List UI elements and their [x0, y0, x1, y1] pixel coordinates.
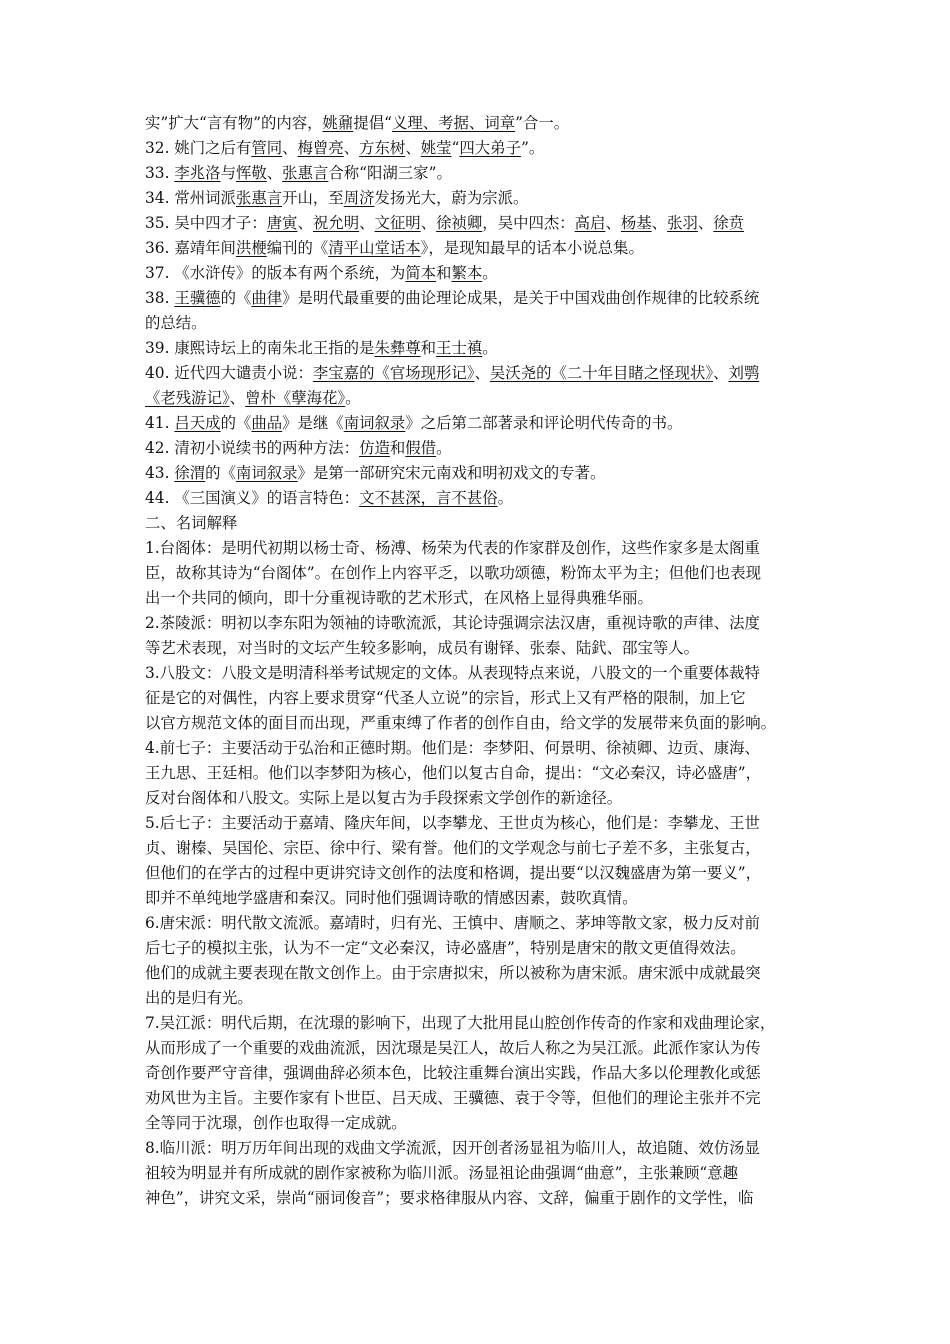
term-line: 4.前七子：主要活动于弘治和正德时期。他们是：李梦阳、何景明、徐祯卿、边贡、康海、: [145, 739, 760, 757]
underlined-answer: 张羽: [667, 214, 698, 232]
answer-line: [145, 461, 810, 486]
underlined-answer: 《老残游记》: [145, 389, 230, 407]
line-text: 37. 《水浒传》的版本有两个系统，为: [145, 264, 406, 282]
term-line: 他们的成就主要表现在散文创作上。由于宗唐拟宋，所以被称为唐宋派。唐宋派中成就最突: [145, 964, 761, 982]
line-text: 。: [482, 264, 498, 282]
term-paragraph: [145, 736, 810, 811]
term-paragraph: [145, 911, 810, 1011]
line-text: ”。: [520, 139, 545, 157]
term-line: 祖较为明显并有所成就的剧作家被称为临川派。汤显祖论曲强调“曲意”，主张兼顾“意趣: [145, 1164, 739, 1182]
term-line: 神色”，讲究文采，崇尚“丽词俊音”；要求格律服从内容、文辞，偏重于剧作的文学性，临: [145, 1189, 754, 1207]
line-text: 、: [282, 139, 298, 157]
line-text: 》是第一部研究宋元南戏和明初戏文的专著。: [297, 464, 606, 482]
line-text: 的《: [220, 414, 252, 432]
term-line: 5.后七子：主要活动于嘉靖、隆庆年间，以李攀龙、王世贞为核心，他们是：李攀龙、王世: [145, 814, 760, 832]
term-line: 但他们的在学古的过程中更讲究诗文创作的法度和格调，提出要“以汉魏盛唐为第一要义”，: [145, 864, 761, 882]
term-line: 3.八股文：八股文是明清科举考试规定的文体。从表现特点来说，八股文的一个重要体裁特: [145, 664, 760, 682]
underlined-answer: 义理、考据、词章: [391, 114, 516, 132]
term-line: 劝风世为主旨。主要作家有卜世臣、吕天成、王骥德、袁于令等，但他们的理论主张并不完: [145, 1089, 761, 1107]
underlined-answer: 吴沃尧的《二十年目睹之怪现状》: [489, 364, 714, 382]
underlined-answer: 王骥德: [174, 289, 221, 307]
line-text: 38.: [145, 289, 175, 307]
line-text: ”合一。: [515, 114, 570, 132]
answer-line: [145, 161, 810, 186]
term-line: 臣，故称其诗为“台阁体”。在创作上内容平乏，以歌功颂德，粉饰太平为主；但他们也表现: [145, 564, 761, 582]
line-text: 》是明代最重要的曲论理论成果，是关于中国戏曲创作规律的比较系统: [282, 289, 760, 307]
line-text: 、: [420, 214, 437, 232]
underlined-answer: 张惠言: [282, 164, 329, 182]
answer-line: [145, 286, 810, 311]
line-text: 编刊的《: [266, 239, 329, 257]
line-text: 、: [229, 389, 246, 407]
underlined-answer: 姚鼐: [322, 114, 354, 132]
underlined-answer: 周济: [343, 189, 375, 207]
term-line: 以官方规范文体的面目而出现，严重束缚了作者的创作自由，给文学的发展带来负面的影响。: [145, 714, 777, 732]
line-text: 32. 姚门之后有: [145, 139, 252, 157]
underlined-answer: 假借: [405, 439, 437, 457]
line-text: 发扬光大，蔚为宗派。: [374, 189, 529, 207]
term-paragraph: [145, 811, 810, 911]
line-text: 、: [405, 139, 421, 157]
underlined-answer: 吕天成: [174, 414, 221, 432]
term-paragraph: [145, 1011, 810, 1136]
underlined-answer: 简本: [405, 264, 437, 282]
line-text: 、: [266, 164, 283, 182]
underlined-answer: 李宝嘉的《官场现形记》: [312, 364, 475, 382]
answer-line: [145, 436, 810, 461]
line-text: 和: [436, 264, 452, 282]
line-text: 43.: [145, 464, 175, 482]
line-text: 。: [345, 389, 361, 407]
line-text: 、: [359, 214, 375, 232]
underlined-answer: 徐贲: [713, 214, 745, 232]
line-text: 、: [605, 214, 621, 232]
underlined-answer: 管同: [251, 139, 283, 157]
line-text: 实”扩大“言有物”的内容，: [145, 114, 323, 132]
term-paragraph: [145, 536, 810, 611]
answer-line: [145, 236, 810, 261]
line-text: 。: [436, 439, 452, 457]
underlined-answer: 方东树: [359, 139, 406, 157]
term-line: 反对台阁体和八股文。实际上是以复古为手段探索文学创作的新途径。: [145, 789, 623, 807]
line-text: 44. 《三国演义》的语言特色：: [145, 489, 360, 507]
underlined-answer: 梅曾亮: [297, 139, 344, 157]
term-definitions: [145, 536, 810, 1211]
term-line: 出一个共同的倾向，即十分重视诗歌的艺术形式，在风格上显得典雅华丽。: [145, 589, 653, 607]
line-text: 、: [343, 139, 360, 157]
answer-line: [145, 386, 810, 411]
line-text: 合称“阳湖三家”。: [328, 164, 452, 182]
term-line: 7.吴江派：明代后期，在沈璟的影响下，出现了大批用昆山腔创作传奇的作家和戏曲理论家，: [145, 1014, 776, 1032]
line-text: 的《: [220, 289, 252, 307]
line-text: 与: [220, 164, 236, 182]
term-paragraph: [145, 611, 810, 661]
term-line: 出的是归有光。: [145, 989, 253, 1007]
term-paragraph: [145, 1136, 810, 1211]
line-text: 42. 清初小说续书的两种方法：: [145, 439, 360, 457]
answer-line: [145, 336, 810, 361]
line-text: 34. 常州词派: [145, 189, 236, 207]
underlined-answer: 文不甚深，言不甚俗: [359, 489, 498, 507]
line-text: 、: [474, 364, 490, 382]
answer-line: [145, 211, 810, 236]
underlined-answer: 曲品: [251, 414, 283, 432]
underlined-answer: 恽敬: [235, 164, 267, 182]
underlined-answer: 徐渭: [174, 464, 206, 482]
section-title: 二、名词解释: [145, 514, 238, 532]
underlined-answer: 曾朴《孽海花》: [245, 389, 346, 407]
answer-line: [145, 261, 810, 286]
line-text: 、: [297, 214, 313, 232]
underlined-answer: 曲律: [251, 289, 283, 307]
line-text: 39. 康熙诗坛上的南朱北王指的是: [145, 339, 375, 357]
document-page: [145, 111, 810, 1211]
term-line: 即并不单纯地学盛唐和秦汉。同时他们强调诗歌的情感因素，鼓吹真情。: [145, 889, 638, 907]
line-text: ，吴中四杰：: [482, 214, 575, 232]
underlined-answer: 南词叙录: [235, 464, 298, 482]
line-text: 40. 近代四大谴责小说：: [145, 364, 313, 382]
underlined-answer: 王士禛: [436, 339, 483, 357]
underlined-answer: 繁本: [451, 264, 483, 282]
line-text: 》是继《: [282, 414, 344, 432]
term-line: 8.临川派：明万历年间出现的戏曲文学流派，因开创者汤显祖为临川人，故追随、效仿汤显: [145, 1139, 760, 1157]
underlined-answer: 南词叙录: [343, 414, 406, 432]
underlined-answer: 李兆洛: [174, 164, 221, 182]
line-text: 和: [420, 339, 437, 357]
line-text: 。: [497, 489, 513, 507]
line-text: 的总结。: [145, 314, 207, 332]
line-text: 36. 嘉靖年间: [145, 239, 236, 257]
term-paragraph: [145, 661, 810, 736]
term-line: 等艺术表现，对当时的文坛产生较多影响，成员有谢铎、张泰、陆釴、邵宝等人。: [145, 639, 700, 657]
line-text: 提倡“: [353, 114, 392, 132]
underlined-answer: 徐祯卿: [436, 214, 483, 232]
underlined-answer: 仿造: [359, 439, 390, 457]
term-line: 6.唐宋派：明代散文流派。嘉靖时，归有光、王慎中、唐顺之、茅坤等散文家，极力反对前: [145, 914, 760, 932]
line-text: 41.: [145, 414, 175, 432]
line-text: “: [451, 139, 460, 157]
underlined-answer: 张惠言: [235, 189, 283, 207]
term-line: 1.台阁体：是明代初期以杨士奇、杨溥、杨荣为代表的作家群及创作，这些作家多是太阁重: [145, 539, 760, 557]
answer-line: [145, 136, 810, 161]
line-text: 35. 吴中四才子：: [145, 214, 267, 232]
underlined-answer: 洪楩: [235, 239, 267, 257]
line-text: 开山，至: [282, 189, 344, 207]
line-text: 。: [482, 339, 498, 357]
answer-line: [145, 311, 810, 336]
underlined-answer: 文征明: [374, 214, 421, 232]
line-text: 、: [713, 364, 729, 382]
underlined-answer: 姚莹: [420, 139, 452, 157]
answer-line: [145, 361, 810, 386]
answer-line: [145, 111, 810, 136]
line-text: 、: [697, 214, 714, 232]
line-text: 和: [389, 439, 406, 457]
answer-line: [145, 411, 810, 436]
fill-in-blank-answers: [145, 111, 810, 511]
line-text: 》，是现知最早的话本小说总集。: [420, 239, 644, 257]
underlined-answer: 高启: [574, 214, 606, 232]
underlined-answer: 清平山堂话本: [328, 239, 421, 257]
answer-line: [145, 186, 810, 211]
term-line: 奇创作要严守音律，强调曲辞必须本色，比较注重舞台演出实践，作品大多以伦理教化或惩: [145, 1064, 761, 1082]
line-text: 的《: [205, 464, 236, 482]
line-text: 》之后第二部著录和评论明代传奇的书。: [405, 414, 683, 432]
term-line: 全等同于沈璟，创作也取得一定成就。: [145, 1114, 407, 1132]
line-text: 33.: [145, 164, 175, 182]
underlined-answer: 祝允明: [312, 214, 360, 232]
underlined-answer: 朱彝尊: [374, 339, 421, 357]
term-line: 2.茶陵派：明初以李东阳为领袖的诗歌流派，其论诗强调宗法汉唐，重视诗歌的声律、法度: [145, 614, 760, 632]
term-line: 从而形成了一个重要的戏曲流派，因沈璟是吴江人，故后人称之为吴江派。此派作家认为传: [145, 1039, 761, 1057]
term-line: 王九思、王廷相。他们以李梦阳为核心，他们以复古自命，提出：“文必秦汉，诗必盛唐”，: [145, 764, 761, 782]
line-text: 、: [651, 214, 668, 232]
underlined-answer: 唐寅: [266, 214, 298, 232]
underlined-answer: 四大弟子: [459, 139, 521, 157]
underlined-answer: 刘鹗: [728, 364, 760, 382]
term-line: 后七子的模拟主张，认为不一定“文必秦汉，诗必盛唐”，特别是唐宋的散文更值得效法。: [145, 939, 746, 957]
underlined-answer: 杨基: [620, 214, 652, 232]
answer-line: [145, 486, 810, 511]
term-line: 征是它的对偶性，内容上要求贯穿“代圣人立说”的宗旨，形式上又有严格的限制，加上它: [145, 689, 746, 707]
term-line: 贞、谢榛、吴国伦、宗臣、徐中行、梁有誉。他们的文学观念与前七子差不多，主张复古，: [145, 839, 761, 857]
